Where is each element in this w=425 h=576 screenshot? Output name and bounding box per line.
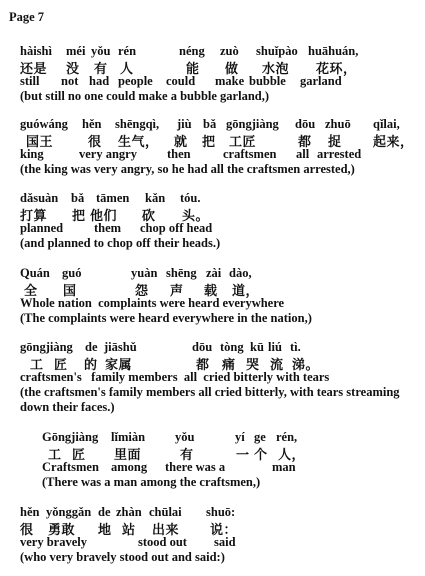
pinyin-line	[0, 44, 425, 59]
hanzi-word: 里面	[114, 448, 142, 463]
hanzi-word: 都	[298, 135, 312, 150]
pinyin-word: hěn	[20, 505, 40, 519]
pinyin-line	[0, 117, 425, 132]
hanzi-line	[0, 59, 425, 77]
pinyin-word: shēng	[166, 266, 197, 280]
pinyin-word: bǎ	[203, 117, 217, 131]
gloss-word: planned	[20, 221, 64, 235]
pinyin-word: yǒnggǎn	[46, 505, 92, 519]
hanzi-word: 把	[202, 135, 216, 150]
pinyin-word: bǎ	[71, 191, 85, 205]
pinyin-word: qǐlai,	[373, 117, 400, 131]
hanzi-word: 人	[120, 62, 134, 77]
gloss-word: craftsmen	[223, 147, 277, 161]
translation: (and planned to chop off their heads.)	[20, 236, 221, 250]
gloss-word: garland	[300, 74, 342, 88]
pinyin-word: yǒu	[175, 430, 195, 444]
gloss-word: them	[94, 221, 122, 235]
hanzi-line	[0, 206, 425, 224]
hanzi-word: 个	[254, 448, 268, 463]
pinyin-word: dōu	[295, 117, 316, 131]
pinyin-word: néng	[179, 44, 205, 58]
gloss-word: man	[272, 460, 296, 474]
hanzi-word: 痛	[222, 358, 236, 373]
stanza-3	[0, 191, 425, 251]
gloss-word: Craftsmen	[42, 460, 99, 474]
pinyin-word: kū	[250, 340, 264, 354]
hanzi-word: 怨	[135, 284, 149, 299]
pinyin-word: Gōngjiàng	[42, 430, 99, 444]
pinyin-line	[0, 430, 425, 445]
translation-line	[0, 89, 425, 104]
pinyin-word: zài	[206, 266, 222, 280]
gloss-line	[0, 535, 425, 550]
gloss-word: chop off head	[140, 221, 213, 235]
hanzi-word: 工匠	[229, 135, 257, 150]
hanzi-word: 有	[94, 62, 108, 77]
hanzi-word: 花环，	[316, 62, 357, 77]
gloss-word: very angry	[79, 147, 137, 161]
hanzi-word: 能	[186, 62, 200, 77]
page-title: Page 7	[9, 10, 45, 24]
hanzi-word: 哭	[246, 358, 260, 373]
hanzi-word: 工	[30, 358, 44, 373]
hanzi-word: 全	[24, 284, 38, 299]
stanza-7	[0, 505, 425, 565]
pinyin-word: zhuō	[325, 117, 351, 131]
pinyin-word: ge	[254, 430, 266, 444]
gloss-word: make	[215, 74, 245, 88]
pinyin-word: rén	[118, 44, 137, 58]
gloss-word: among	[111, 460, 148, 474]
pinyin-word: gōngjiàng	[226, 117, 279, 131]
translation: (but still no one could make a bubble garland,)	[20, 89, 270, 103]
hanzi-word: 出来	[152, 523, 180, 538]
pinyin-word: dǎsuàn	[20, 191, 59, 205]
hanzi-word: 起来，	[373, 135, 414, 150]
hanzi-word: 匠	[72, 448, 86, 463]
stanza-5	[0, 340, 425, 415]
pinyin-word: guó	[62, 266, 82, 280]
translation-line	[0, 550, 425, 565]
hanzi-word: 家属	[105, 358, 133, 373]
pinyin-line	[0, 191, 425, 206]
hanzi-word: 站	[122, 523, 136, 538]
gloss-line	[0, 370, 425, 385]
pinyin-word: jiāshǔ	[104, 340, 137, 354]
pinyin-line	[0, 505, 425, 520]
pinyin-word: kǎn	[145, 191, 166, 205]
pinyin-line	[0, 266, 425, 281]
pinyin-word: huāhuán,	[308, 44, 359, 58]
pinyin-word: guówáng	[20, 117, 68, 131]
hanzi-word: 砍	[142, 209, 156, 224]
hanzi-word: 还是	[20, 62, 48, 77]
pinyin-word: liú	[268, 340, 282, 354]
gloss-line	[0, 296, 425, 311]
gloss-line	[0, 221, 425, 236]
hanzi-word: 国王	[26, 135, 54, 150]
translation-line	[0, 311, 425, 326]
gloss-word: not	[61, 74, 79, 88]
pinyin-line	[0, 340, 425, 355]
pinyin-word: lǐmiàn	[111, 430, 146, 444]
pinyin-word: chūlai	[149, 505, 182, 519]
hanzi-word: 没	[66, 62, 80, 77]
translation-line	[0, 385, 425, 400]
pinyin-word: zhàn	[116, 505, 142, 519]
pinyin-word: tì.	[290, 340, 301, 354]
hanzi-word: 很	[20, 523, 34, 538]
stanza-6	[0, 430, 425, 490]
hanzi-word: 生气，	[118, 135, 159, 150]
hanzi-word: 匠	[54, 358, 68, 373]
hanzi-word: 捉	[328, 135, 342, 150]
gloss-word: then	[167, 147, 191, 161]
hanzi-word: 一	[236, 448, 250, 463]
hanzi-word: 地	[98, 523, 112, 538]
translation: (the king was very angry, so he had all the craftsmen arrested,)	[20, 162, 355, 176]
translation: down their faces.)	[20, 400, 115, 414]
gloss-word: bubble	[249, 74, 286, 88]
translation-line	[0, 400, 425, 415]
pinyin-word: de	[98, 505, 111, 519]
hanzi-word: 涕。	[292, 358, 320, 373]
pinyin-word: yuàn	[131, 266, 158, 280]
hanzi-word: 声	[170, 284, 184, 299]
translation-line	[0, 162, 425, 177]
hanzi-word: 人，	[278, 448, 306, 463]
pinyin-word: yí	[235, 430, 245, 444]
stanza-4	[0, 266, 425, 326]
pinyin-word: méi	[66, 44, 86, 58]
hanzi-word: 的	[84, 358, 98, 373]
gloss-word: could	[166, 74, 196, 88]
pinyin-word: rén,	[276, 430, 298, 444]
hanzi-word: 他们	[90, 209, 118, 224]
pinyin-word: yǒu	[91, 44, 111, 58]
translation: (There was a man among the craftsmen,)	[42, 475, 261, 489]
gloss: craftsmen's family members all cried bitterly with tears	[20, 370, 330, 384]
gloss-line	[0, 74, 425, 89]
translation: (The complaints were heard everywhere in the nation,)	[20, 311, 312, 325]
hanzi-word: 工	[48, 448, 62, 463]
hanzi-word: 都	[196, 358, 210, 373]
hanzi-line	[0, 520, 425, 538]
gloss-word: king	[20, 147, 44, 161]
hanzi-line	[0, 445, 425, 463]
gloss-word: arrested	[317, 147, 362, 161]
gloss-word: stood out	[138, 535, 187, 549]
hanzi-word: 很	[88, 135, 102, 150]
hanzi-word: 载	[204, 284, 218, 299]
pinyin-word: gōngjiàng	[20, 340, 73, 354]
pinyin-word: zuò	[220, 44, 239, 58]
hanzi-word: 国	[63, 284, 77, 299]
hanzi-word: 打算	[20, 209, 48, 224]
hanzi-word: 流	[270, 358, 284, 373]
translation-line	[0, 236, 425, 251]
stanza-2	[0, 117, 425, 177]
hanzi-line	[0, 281, 425, 299]
pinyin-word: tóu.	[180, 191, 201, 205]
gloss-word: had	[89, 74, 110, 88]
hanzi-line	[0, 132, 425, 150]
pinyin-word: jiù	[177, 117, 192, 131]
gloss-line	[0, 147, 425, 162]
pinyin-word: dōu	[192, 340, 213, 354]
hanzi-word: 就	[174, 135, 188, 150]
hanzi-line	[0, 355, 425, 373]
gloss-word: people	[118, 74, 153, 88]
hanzi-word: 头。	[182, 209, 210, 224]
gloss-word: there was a	[165, 460, 226, 474]
pinyin-word: tāmen	[96, 191, 130, 205]
pinyin-word: hàishì	[20, 44, 52, 58]
translation: (who very bravely stood out and said:)	[20, 550, 225, 564]
pinyin-word: Quán	[20, 266, 50, 280]
gloss-word: very bravely	[20, 535, 87, 549]
pinyin-word: shuō:	[206, 505, 236, 519]
gloss-word: said	[214, 535, 236, 549]
hanzi-word: 有	[180, 448, 194, 463]
gloss: Whole nation complaints were heard everywhere	[20, 296, 285, 310]
pinyin-word: hěn	[82, 117, 102, 131]
pinyin-word: shēngqì,	[115, 117, 160, 131]
pinyin-word: tòng	[220, 340, 244, 354]
gloss-word: all	[296, 147, 310, 161]
hanzi-word: 把	[72, 209, 86, 224]
translation-line	[0, 475, 425, 490]
stanza-1	[0, 44, 425, 104]
translation: (the craftsmen's family members all cried bitterly, with tears streaming	[20, 385, 400, 399]
gloss-word: still	[20, 74, 40, 88]
hanzi-word: 水泡	[262, 62, 290, 77]
hanzi-word: 做	[225, 62, 239, 77]
pinyin-word: de	[85, 340, 98, 354]
hanzi-word: 说：	[210, 523, 238, 538]
hanzi-word: 道，	[232, 284, 260, 299]
hanzi-word: 勇敢	[48, 523, 76, 538]
gloss-line	[0, 460, 425, 475]
pinyin-word: shuǐpào	[256, 44, 298, 58]
pinyin-word: dào,	[229, 266, 252, 280]
